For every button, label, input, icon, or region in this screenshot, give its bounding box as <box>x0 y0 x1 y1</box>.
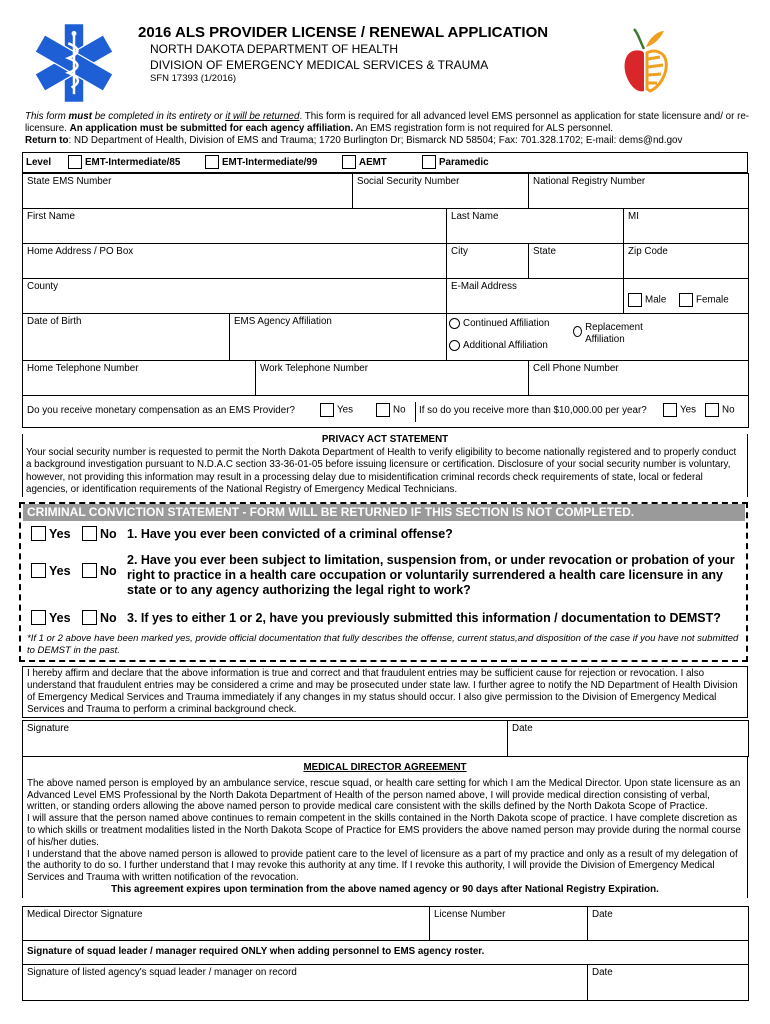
division-name: DIVISION OF EMERGENCY MEDICAL SERVICES & TRAUMA <box>150 58 489 72</box>
md-signature-field[interactable]: Medical Director Signature <box>23 907 430 941</box>
question-2: 2. Have you ever been subject to limitation, suspension from, or under revocation or probation of your right to practice in a health care occupation or voluntarily surrendered a health care licensure in any state or to any agency authorizing the legal right to work? <box>127 553 735 597</box>
intro-paragraph: This form must be completed in its entirety or it will be returned. This form is required for all advanced level EMS personnel as application for state licensure and/ or re-licensure. An application must be submitted for each agency affiliation. An EMS registration form is not required for ALS personnel. Return to: ND Department of Health, Division of EMS and Trauma; 1720 Burlington Dr; Bismarck ND 58504; Fax: 701.328.1702; E-mail: dems@nd.gov <box>25 111 750 146</box>
continued-affiliation-option[interactable]: Continued Affiliation <box>449 318 549 329</box>
male-checkbox[interactable] <box>628 293 642 307</box>
level-option-aemt[interactable]: AEMT <box>342 153 387 171</box>
radio-button[interactable] <box>573 326 582 337</box>
female-checkbox[interactable] <box>679 293 693 307</box>
compensation-row <box>23 396 749 428</box>
conviction-header: CRIMINAL CONVICTION STATEMENT - FORM WILL BE RETURNED IF THIS SECTION IS NOT COMPLETED. <box>23 504 745 521</box>
squad-leader-notice: Signature of squad leader / manager required ONLY when adding personnel to EMS agency roster. <box>23 941 749 965</box>
department-name: NORTH DAKOTA DEPARTMENT OF HEALTH <box>150 42 399 56</box>
conviction-note: *If 1 or 2 above have been marked yes, provide official documentation that fully describes the offense, current status,and disposition of the case if you have not submitted to DEMST in the past. <box>27 633 739 656</box>
state-ems-number-field[interactable]: State EMS Number <box>23 174 353 209</box>
gender-field <box>624 279 749 314</box>
form-title: 2016 ALS PROVIDER LICENSE / RENEWAL APPLICATION <box>138 24 549 41</box>
squad-leader-signature-field[interactable]: Signature of listed agency's squad leader / manager on record <box>23 965 588 1001</box>
compensation-question: Do you receive monetary compensation as an EMS Provider? <box>27 405 295 416</box>
level-option-paramedic[interactable]: Paramedic <box>422 153 489 171</box>
question-3: 3. If yes to either 1 or 2, have you previously submitted this information / documentation to DEMST? <box>127 611 721 625</box>
star-of-life-logo <box>33 22 115 104</box>
agency-affiliation-field[interactable]: EMS Agency Affiliation <box>230 314 447 361</box>
checkbox[interactable] <box>31 563 46 578</box>
checkbox[interactable] <box>68 155 82 169</box>
checkbox[interactable] <box>31 526 46 541</box>
applicant-signature-field[interactable]: Signature <box>23 721 508 757</box>
checkbox[interactable] <box>705 403 719 417</box>
checkbox[interactable] <box>82 563 97 578</box>
q1-no-option[interactable]: No <box>82 526 117 541</box>
over-10000-yes-option[interactable]: Yes <box>663 403 696 417</box>
ssn-field[interactable]: Social Security Number <box>353 174 529 209</box>
checkbox[interactable] <box>82 526 97 541</box>
radio-button[interactable] <box>449 318 460 329</box>
medical-director-title: MEDICAL DIRECTOR AGREEMENT <box>303 762 467 773</box>
md-paragraph-1: The above named person is employed by an ambulance service, rescue squad, or health care setting for which I am the Medical Director. Upon state licensure as an Advanced Level EMS Professional by the North Dakota Department of Health of the person named above, I will provide medical direction consisting of verbal, written, or standing orders allowing the above named person to provide medical care consistent with the skills defined by the North Dakota Scope of Practice. <box>27 777 741 813</box>
checkbox[interactable] <box>663 403 677 417</box>
comp-yes-option[interactable]: Yes <box>320 403 353 417</box>
q2-yes-option[interactable]: Yes <box>31 563 71 578</box>
cell-phone-field[interactable]: Cell Phone Number <box>529 361 749 396</box>
md-paragraph-3: I understand that the above named person is allowed to provide patient care to the level of licensure as a part of my practice and only as a result of my delegation of the authority to do so. I further understand that I may revoke this authority at any time. If I revoke this authority, I will provide the Division of Emergency Medical Services and Trauma with written notification of the revocation. <box>27 848 738 884</box>
checkbox[interactable] <box>342 155 356 169</box>
level-option-emt-i99[interactable]: EMT-Intermediate/99 <box>205 153 317 171</box>
affiliation-type-field <box>447 314 749 361</box>
md-expiration-note: This agreement expires upon termination from the above named agency or 90 days after National Registry Expiration. <box>111 883 659 895</box>
work-phone-field[interactable]: Work Telephone Number <box>256 361 529 396</box>
radio-button[interactable] <box>449 340 460 351</box>
zip-field[interactable]: Zip Code <box>624 244 749 279</box>
email-field[interactable]: E-Mail Address <box>447 279 624 314</box>
last-name-field[interactable]: Last Name <box>447 209 624 244</box>
male-label: Male <box>645 294 667 306</box>
mi-field[interactable]: MI <box>624 209 749 244</box>
q1-yes-option[interactable]: Yes <box>31 526 71 541</box>
question-1: 1. Have you ever been convicted of a criminal offense? <box>127 527 453 541</box>
first-name-field[interactable]: First Name <box>23 209 447 244</box>
dob-field[interactable]: Date of Birth <box>23 314 230 361</box>
level-option-emt-i85[interactable]: EMT-Intermediate/85 <box>68 153 180 171</box>
form-number: SFN 17393 (1/2016) <box>150 73 237 84</box>
checkbox[interactable] <box>31 610 46 625</box>
comp-no-option[interactable]: No <box>376 403 406 417</box>
checkbox[interactable] <box>376 403 390 417</box>
privacy-title: PRIVACY ACT STATEMENT <box>321 434 449 445</box>
additional-affiliation-option[interactable]: Additional Affiliation <box>449 340 548 351</box>
applicant-info-table <box>22 173 749 428</box>
md-date-field[interactable]: Date <box>588 907 749 941</box>
checkbox[interactable] <box>422 155 436 169</box>
squad-leader-date-field[interactable]: Date <box>588 965 749 1001</box>
checkbox[interactable] <box>205 155 219 169</box>
medical-director-signature-table <box>22 906 749 1001</box>
replacement-affiliation-option[interactable]: Replacement Affiliation <box>573 322 663 346</box>
md-paragraph-2: I will assure that the person named above continues to remain competent in the skills contained in the North Dakota scope of practice. I have complete discretion as to which skills or treatment modalities listed in the North Dakota Scope of Practice for EMS providers the above named person may provide during the normal course of his/her duties. <box>27 813 741 848</box>
checkbox[interactable] <box>320 403 334 417</box>
national-registry-field[interactable]: National Registry Number <box>529 174 749 209</box>
medical-director-agreement <box>22 756 748 898</box>
q3-no-option[interactable]: No <box>82 610 117 625</box>
female-label: Female <box>696 294 729 306</box>
q2-no-option[interactable]: No <box>82 563 117 578</box>
over-10000-no-option[interactable]: No <box>705 403 735 417</box>
affirmation-statement: I hereby affirm and declare that the above information is true and correct and that fraudulent entries may be sufficient cause for rejection or revocation. I also understand that fraudulent entries may be considered a crime and may be prosecuted under state law. I further agree to notify the ND Department of Health Division of Emergency Medical Services and Trauma immediately if any changes in my status should occur. I also give permission to the Division of Emergency Medical Services and Trauma to perform a criminal background check. <box>22 666 748 718</box>
privacy-act-statement <box>22 434 748 497</box>
home-phone-field[interactable]: Home Telephone Number <box>23 361 256 396</box>
city-field[interactable]: City <box>447 244 529 279</box>
privacy-body: Your social security number is requested to permit the North Dakota Department of Health to verify eligibility to become nationally registered and to properly conduct a background investigation pursuant to N.D.A.C section 33-36-01-05 before issuing licensure or certification. Disclosure of your social security number is voluntary, however, not providing this information may result in a processing delay due to misidentification criminal records check requirements of state, local or federal agencies, or identification requirements of the National Registry of Emergency Medical Technicians. <box>26 446 737 495</box>
checkbox[interactable] <box>82 610 97 625</box>
over-10000-question: If so do you receive more than $10,000.00 per year? <box>419 405 647 416</box>
address-field[interactable]: Home Address / PO Box <box>23 244 447 279</box>
county-field[interactable]: County <box>23 279 447 314</box>
applicant-date-field[interactable]: Date <box>508 721 749 757</box>
level-label: Level <box>26 156 52 168</box>
md-license-number-field[interactable]: License Number <box>430 907 588 941</box>
nd-health-logo <box>620 25 670 95</box>
applicant-signature-table <box>22 720 749 757</box>
state-field[interactable]: State <box>529 244 624 279</box>
q3-yes-option[interactable]: Yes <box>31 610 71 625</box>
